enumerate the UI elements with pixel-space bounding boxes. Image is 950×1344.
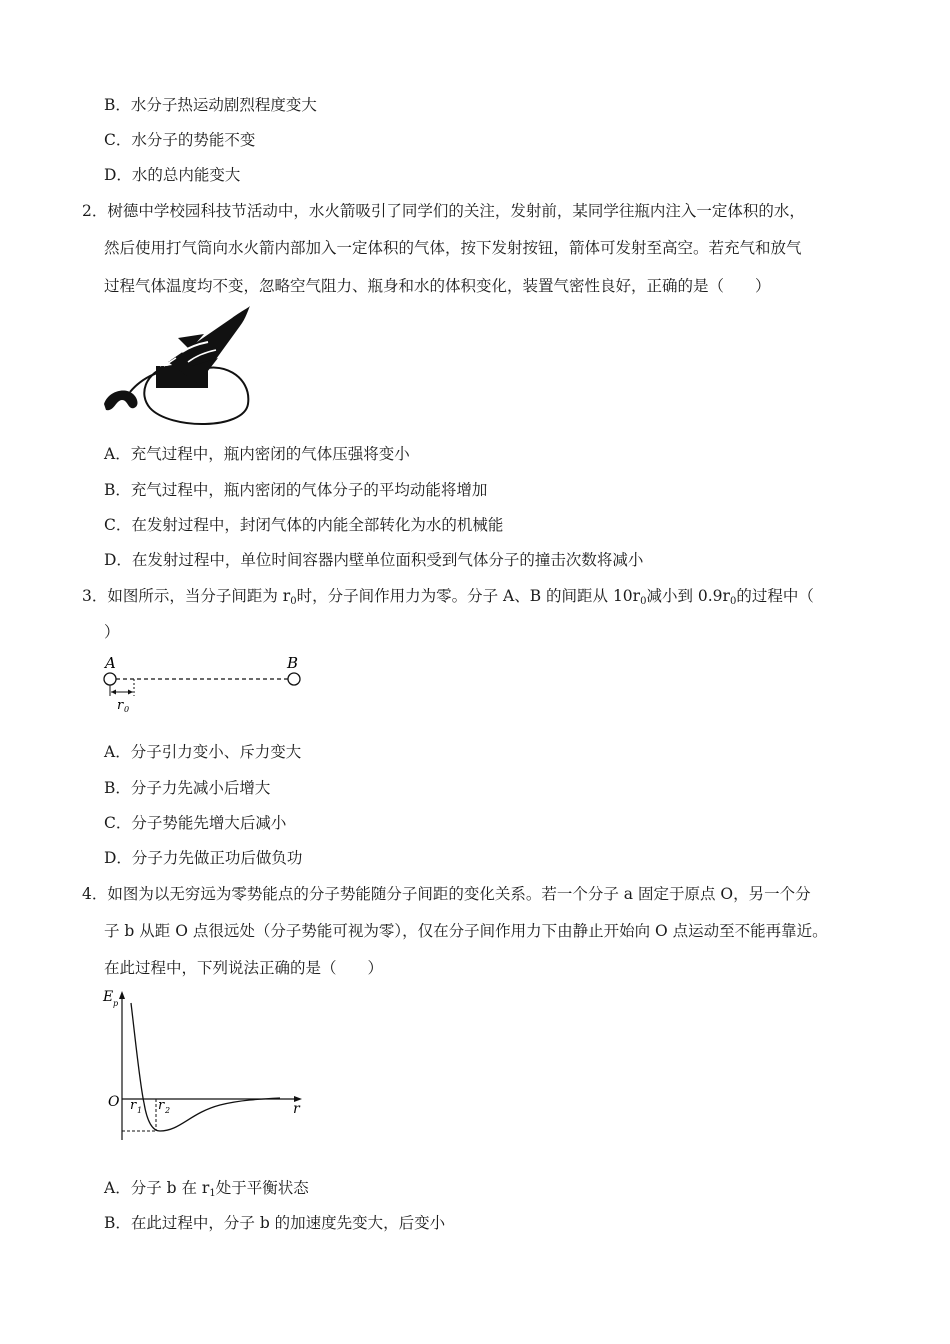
q2-option-c: C．在发射过程中，封闭气体的内能全部转化为水的机械能 [104,516,504,534]
q3-stem-line-2: ） [104,623,120,641]
q2-stem-line-2: 然后使用打气筒向水火箭内部加入一定体积的气体，按下发射按钮，箭体可发射至高空。若充气和放气 [104,239,802,257]
molecule-ab-figure [100,650,310,720]
svg-text:0: 0 [124,705,130,714]
svg-text:E: E [103,989,114,1005]
q3-option-a: A．分子引力变小、斥力变大 [104,743,302,761]
molecule-a [104,673,116,685]
svg-text:r: r [117,698,124,713]
potential-energy-graph [100,985,310,1145]
q1-option-c: C．水分子的势能不变 [104,131,256,149]
q3-stem-line-1: 3．如图所示，当分子间距为 $r_0$时，分子间作用力为零。分子 A、B 的间距从 $10r_0$减小到 $0.9r_0$的过程中（ [82,587,814,607]
q2-stem-line-3: 过程气体温度均不变，忽略空气阻力、瓶身和水的体积变化，装置气密性良好，正确的是（ ） [104,277,771,295]
q4-option-b: B．在此过程中，分子 b 的加速度先变大，后变小 [104,1214,446,1232]
svg-text:r: r [293,1101,300,1117]
q4-option-a: A．分子 b 在 $r_1$处于平衡状态 [104,1179,309,1199]
molecule-b [288,673,300,685]
q2-option-d: D．在发射过程中，单位时间容器内壁单位面积受到气体分子的撞击次数将减小 [104,551,644,569]
q2-option-a: A．充气过程中，瓶内密闭的气体压强将变小 [104,445,410,463]
q4-stem-line-3: 在此过程中，下列说法正确的是（ ） [104,959,384,977]
svg-text:2: 2 [165,1106,171,1115]
q3-option-c: C．分子势能先增大后减小 [104,814,287,832]
svg-text:p: p [113,999,119,1008]
q2-option-b: B．充气过程中，瓶内密闭的气体分子的平均动能将增加 [104,481,488,499]
q1-option-b: B．水分子热运动剧烈程度变大 [104,96,317,114]
svg-text:r: r [158,1098,165,1113]
label-a: A [105,654,116,672]
svg-text:1: 1 [137,1106,143,1115]
potential-curve [131,1003,280,1131]
q2-stem-line-1: 2．树德中学校园科技节活动中，水火箭吸引了同学们的关注，发射前，某同学往瓶内注入一定体积的水， [82,202,805,220]
q3-option-b: B．分子力先减小后增大 [104,779,271,797]
label-b: B [287,654,299,672]
q4-stem-line-2: 子 b 从距 O 点很远处（分子势能可视为零），仅在分子间作用力下由静止开始向 O 点运动至不能再靠近。 [104,922,828,940]
water-rocket-figure [100,304,255,429]
q4-stem-line-1: 4．如图为以无穷远为零势能点的分子势能随分子间距的变化关系。若一个分子 a 固定于原点 O，另一个分 [82,885,811,903]
q3-option-d: D．分子力先做正功后做负功 [104,849,303,867]
q1-option-d: D．水的总内能变大 [104,166,241,184]
svg-text:r: r [130,1098,137,1113]
svg-text:O: O [108,1094,120,1110]
